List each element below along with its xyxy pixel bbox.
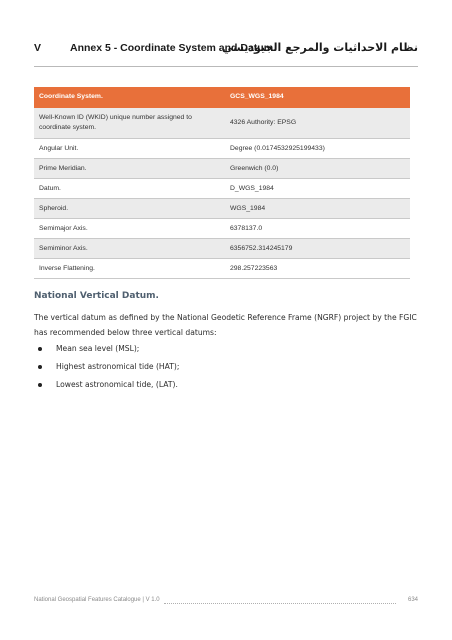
row-label: Spheroid.: [39, 204, 69, 212]
section-paragraph: The vertical datum as defined by the National Geodetic Reference Frame (NGRF) project by the FGIC has recommended below three vertical datums:: [34, 313, 417, 337]
table-row: [34, 159, 410, 179]
table-row: [34, 219, 410, 239]
list-item: [56, 362, 179, 371]
table-header-value: GCS_WGS_1984: [230, 93, 284, 100]
list-item-text: Lowest astronomical tide, (LAT).: [56, 380, 178, 389]
table-row: [34, 179, 410, 199]
list-item-text: Mean sea level (MSL);: [56, 344, 140, 353]
row-label: Inverse Flattening.: [39, 264, 95, 272]
list-item: [56, 344, 139, 353]
table-row: [34, 199, 410, 219]
table-header-label: Coordinate System.: [39, 93, 103, 100]
row-label: Angular Unit.: [39, 144, 79, 152]
list-item: [56, 380, 178, 389]
arabic-title: نظام الاحداثيات والمرجع الجيوديسي: [221, 41, 418, 54]
page-header: [34, 42, 418, 58]
coordinate-system-table: [34, 87, 410, 279]
table-row: [34, 259, 410, 279]
page-footer: [34, 597, 418, 607]
section-numeral: V: [34, 42, 42, 54]
row-label: Prime Meridian.: [39, 164, 87, 172]
bullet-icon: [38, 365, 42, 369]
row-label: Well-Known ID (WKID) unique number assigned to coordinate system.: [39, 114, 192, 131]
bullet-icon: [38, 347, 42, 351]
row-value: Degree (0.0174532925199433): [230, 144, 325, 152]
row-value: WGS_1984: [230, 204, 266, 212]
table-row: [34, 139, 410, 159]
row-value: D_WGS_1984: [230, 184, 274, 192]
footer-leader-dots: [164, 603, 396, 604]
table-row: [34, 108, 410, 139]
row-label: Datum.: [39, 184, 61, 192]
table-row: [34, 239, 410, 259]
page-number: 634: [407, 597, 418, 603]
row-value: Greenwich (0.0): [230, 164, 279, 172]
table-header-row: [34, 87, 410, 108]
header-divider: [34, 66, 418, 67]
row-label: Semimajor Axis.: [39, 224, 88, 232]
row-value: 298.257223563: [230, 264, 278, 272]
list-item-text: Highest astronomical tide (HAT);: [56, 362, 180, 371]
row-value: 4326 Authority: EPSG: [230, 119, 297, 126]
row-value: 6378137.0: [230, 224, 263, 232]
bullet-icon: [38, 383, 42, 387]
page-title: Annex 5 - Coordinate System and Datum: [70, 42, 274, 54]
row-label: Semiminor Axis.: [39, 244, 88, 252]
row-value: 6356752.314245179: [230, 244, 293, 252]
footer-catalogue-label: National Geospatial Features Catalogue | V 1.0: [34, 597, 160, 603]
section-heading: National Vertical Datum.: [34, 291, 159, 301]
